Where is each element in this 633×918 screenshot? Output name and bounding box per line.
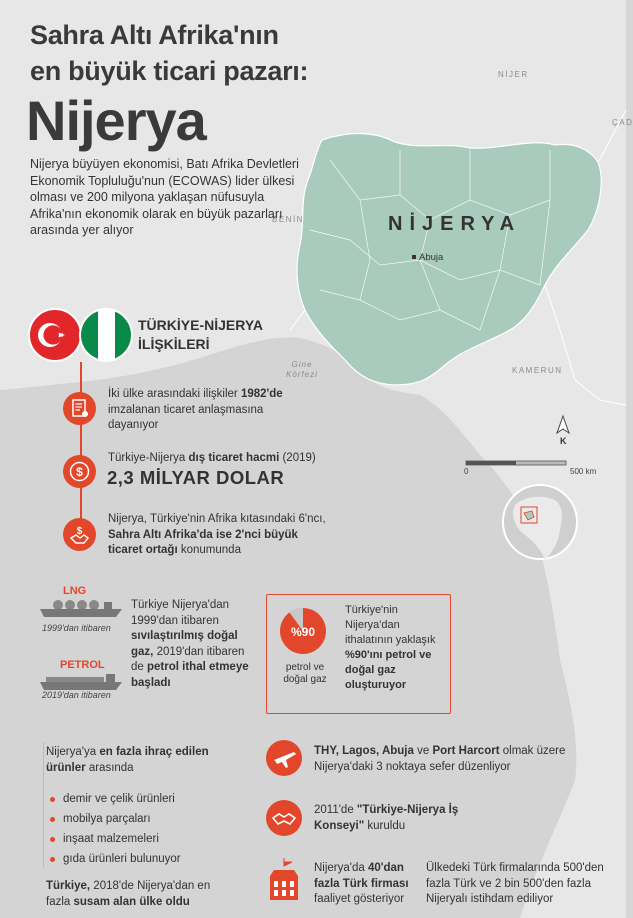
item2-text-c: (2019): [279, 452, 316, 464]
box-text-b: %90'ını petrol ve doğal gaz oluşturuyor: [345, 649, 432, 691]
relations-item1: [108, 387, 308, 434]
scale-end: 500 km: [570, 467, 597, 476]
firms-text: [314, 861, 414, 908]
energy-text-d: petrol ithal etmeye başladı: [131, 661, 249, 689]
niger-label: NİJER: [498, 70, 529, 79]
energy-text-a: Türkiye Nijerya'dan 1999'dan itibaren: [131, 599, 230, 627]
item2-text-a: Türkiye-Nijerya: [108, 452, 189, 464]
item3-text-b: Sahra Altı Afrika'da ise 2'nci büyük ticaret ortağı: [108, 528, 298, 556]
scale-start: 0: [464, 467, 469, 476]
firms-text-b: 40'dan fazla Türk firması: [314, 862, 409, 890]
list-item-label: gıda ürünleri bulunuyor: [63, 853, 181, 865]
gulf-label-line1: Gine: [291, 360, 313, 369]
lng-ship-icon: [38, 596, 124, 618]
sesame-text-c: susam alan ülke oldu: [73, 895, 190, 908]
relations-title-line2: İLİŞKİLERİ: [138, 336, 210, 352]
intro-text: Nijerya büyüyen ekonomisi, Batı Afrika Devletleri Ekonomik Topluluğu'nun (ECOWAS) lider ülkesi olması ve 200 milyona yaklaşan nüfusuyla Afrika'nın ekonomik olarak en büyük pazarları arasında yer alıyor: [30, 157, 299, 238]
item3-text-c: konumunda: [177, 544, 241, 556]
cameroon-label: KAMERUN: [512, 366, 563, 375]
list-item-label: demir ve çelik ürünleri: [63, 793, 175, 805]
item2-text-b: dış ticaret hacmi: [188, 452, 280, 464]
map-country-label: NİJERYA: [388, 213, 522, 235]
document-icon: [63, 392, 96, 425]
exports-intro-a: Nijerya'ya: [46, 746, 100, 758]
list-item-label: mobilya parçaları: [63, 813, 151, 825]
relations-item2: [108, 451, 328, 467]
council-text-b: "Türkiye-Nijerya İş Konseyi": [314, 804, 459, 832]
flights-text-d: olmak üzere Nijerya'daki 3 noktaya sefer düzenliyor: [314, 745, 566, 773]
petrol-ship-icon: [38, 671, 124, 691]
title-line1: Sahra Altı Afrika'nın: [30, 20, 279, 50]
exports-intro: [46, 745, 226, 776]
firms-text-a: Nijerya'da: [314, 862, 368, 874]
energy-text: [131, 598, 256, 691]
bullet-icon: [50, 837, 55, 842]
svg-text:$: $: [76, 465, 83, 479]
firms-text-c: faaliyet gösteriyor: [314, 893, 405, 905]
pie-label: %90: [290, 625, 316, 639]
sesame-note: [46, 879, 236, 910]
flights-text-c: Port Harcort: [432, 745, 500, 757]
import-share-pie: [278, 606, 328, 656]
turkey-flag-icon: [29, 309, 81, 361]
north-label: K: [560, 436, 567, 446]
import-share-text: [345, 603, 445, 693]
nigeria-flag-icon: [80, 308, 132, 362]
title-main: Nijerya: [26, 89, 206, 152]
chad-label: ÇAD: [612, 118, 633, 127]
svg-text:$: $: [76, 526, 83, 537]
title-line2: en büyük ticari pazarı:: [30, 56, 309, 86]
pie-caption: petrol ve doğal gaz: [283, 662, 327, 685]
item3-text-a: Nijerya, Türkiye'nin Afrika kıtasındaki 6'ncı,: [108, 513, 326, 525]
relations-title: [138, 316, 263, 354]
handshake-dollar-icon: [63, 518, 96, 551]
council-text: [314, 803, 474, 834]
exports-intro-b: en fazla ihraç edilen ürünler: [46, 746, 209, 774]
box-text-a: Türkiye'nin Nijerya'dan ithalatının yaklaşık: [345, 604, 436, 646]
item1-text-c: imzalanan ticaret anlaşmasına dayanıyor: [108, 403, 264, 431]
relations-item3: [108, 512, 333, 559]
energy-text-b: sıvılaştırılmış doğal gaz,: [131, 630, 238, 658]
exports-intro-c: arasında: [85, 761, 134, 774]
dollar-icon: [63, 455, 96, 488]
airplane-icon: [266, 740, 302, 776]
gulf-label-line2: Körfezi: [286, 370, 318, 379]
trade-volume-value: 2,3 MİLYAR DOLAR: [107, 467, 285, 488]
item1-text-b: 1982'de: [240, 388, 283, 400]
capital-dot-icon: [412, 255, 416, 259]
council-text-c: kuruldu: [364, 819, 406, 832]
globe-icon: [503, 485, 577, 560]
handshake-icon: [266, 800, 302, 836]
timeline-line: [80, 362, 82, 542]
bullet-icon: [50, 817, 55, 822]
flights-text-b: ve: [413, 745, 433, 757]
employment-text: Ülkedeki Türk firmalarında 500'den fazla Türk ve 2 bin 500'den fazla Nijeryalı istihdam ediliyor: [426, 862, 604, 905]
relations-title-line1: TÜRKİYE-NİJERYA: [138, 317, 263, 333]
capital-label: [412, 252, 443, 263]
factory-icon: [264, 856, 306, 904]
council-text-a: 2011'de: [314, 804, 357, 816]
petrol-label: PETROL: [60, 659, 105, 671]
benin-label: BENİN: [272, 215, 304, 224]
petrol-since: 2019'dan itibaren: [42, 690, 111, 700]
flights-text-a: THY, Lagos, Abuja: [314, 745, 414, 757]
gulf-label: [286, 360, 318, 380]
lng-since: 1999'dan itibaren: [42, 623, 111, 633]
capital-name: Abuja: [419, 252, 444, 263]
bullet-icon: [50, 797, 55, 802]
sesame-text-b: 2018'de Nijerya'dan en fazla: [46, 880, 211, 908]
item1-text-a: İki ülke arasındaki ilişkiler: [108, 388, 241, 400]
bullet-icon: [50, 857, 55, 862]
exports-divider: [43, 742, 44, 868]
flights-text: [314, 744, 594, 775]
list-item-label: inşaat malzemeleri: [63, 833, 159, 845]
energy-text-c: 2019'dan itibaren de: [131, 645, 245, 673]
flags: [28, 308, 138, 362]
sesame-text-a: Türkiye,: [46, 880, 91, 892]
lng-label: LNG: [63, 585, 87, 597]
